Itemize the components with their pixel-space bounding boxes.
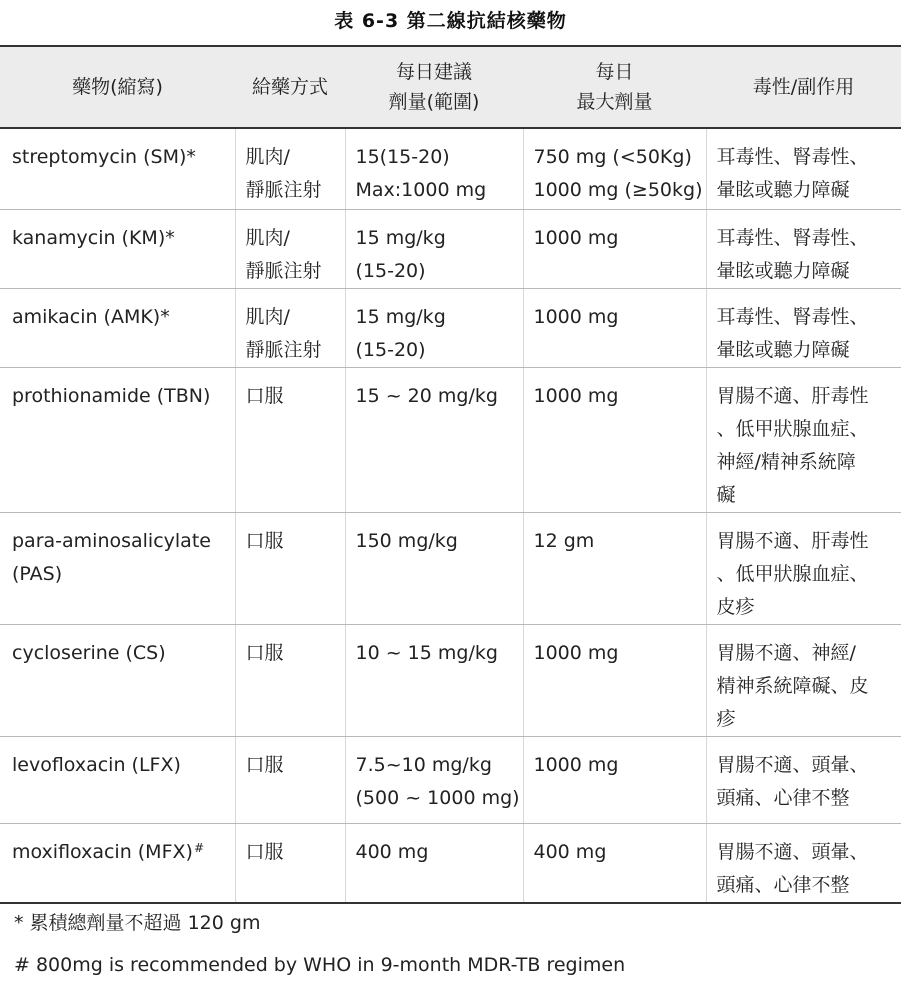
cell-daily-dose-line: (15-20) — [356, 334, 523, 367]
footnotes — [14, 902, 625, 986]
drug-name: cycloserine (CS) — [12, 642, 166, 664]
drug-name: amikacin (AMK)* — [12, 306, 170, 328]
cell-daily-dose-line: 15 mg/kg — [356, 222, 523, 255]
cell-toxicity-line: 耳毒性、腎毒性、 — [717, 301, 901, 334]
cell-toxicity — [706, 736, 901, 823]
cell-toxicity-line: 神經/精神系統障 — [717, 446, 901, 479]
cell-max-dose-line: 1000 mg — [534, 637, 706, 670]
cell-daily-dose-line: 150 mg/kg — [356, 525, 523, 558]
cell-daily-dose-line: 400 mg — [356, 836, 523, 869]
table-row — [0, 209, 901, 288]
cell-route-line: 口服 — [246, 525, 345, 558]
cell-max-dose-line: 1000 mg (≥50kg) — [534, 174, 706, 207]
drug-name: levofloxacin (LFX) — [12, 754, 181, 776]
cell-max-dose-line: 400 mg — [534, 836, 706, 869]
cell-daily-dose — [345, 823, 523, 903]
cell-route-line: 肌肉/ — [246, 141, 345, 174]
cell-daily-dose-line: 7.5~10 mg/kg — [356, 749, 523, 782]
cell-max-dose — [523, 367, 706, 512]
cell-route — [235, 128, 345, 209]
cell-drug — [0, 367, 235, 512]
cell-route-line: 肌肉/ — [246, 301, 345, 334]
cell-route-line: 肌肉/ — [246, 222, 345, 255]
cell-toxicity-line: 頭痛、心律不整 — [717, 869, 901, 902]
cell-max-dose-line: 1000 mg — [534, 380, 706, 413]
cell-daily-dose — [345, 288, 523, 367]
cell-route — [235, 736, 345, 823]
cell-toxicity — [706, 823, 901, 903]
cell-daily-dose-line: (15-20) — [356, 255, 523, 288]
cell-max-dose — [523, 288, 706, 367]
cell-toxicity-line: 胃腸不適、頭暈、 — [717, 836, 901, 869]
cell-toxicity-line: 、低甲狀腺血症、 — [717, 413, 901, 446]
cell-drug — [0, 823, 235, 903]
cell-toxicity — [706, 128, 901, 209]
cell-route-line: 靜脈注射 — [246, 174, 345, 207]
cell-max-dose-line: 1000 mg — [534, 749, 706, 782]
cell-daily-dose-line: 15(15-20) — [356, 141, 523, 174]
header-max-dose-line: 每日 — [523, 57, 706, 87]
cell-toxicity-line: 胃腸不適、頭暈、 — [717, 749, 901, 782]
cell-daily-dose-line: 15 mg/kg — [356, 301, 523, 334]
table-row — [0, 823, 901, 903]
cell-toxicity-line: 精神系統障礙、皮 — [717, 670, 901, 703]
table-row — [0, 512, 901, 624]
cell-daily-dose-line: 15 ~ 20 mg/kg — [356, 380, 523, 413]
header-drug: 藥物(縮寫) — [0, 46, 235, 128]
cell-toxicity — [706, 512, 901, 624]
cell-toxicity-line: 、低甲狀腺血症、 — [717, 558, 901, 591]
cell-route — [235, 367, 345, 512]
drug-name: prothionamide (TBN) — [12, 385, 210, 407]
cell-toxicity-line: 耳毒性、腎毒性、 — [717, 222, 901, 255]
cell-drug — [0, 128, 235, 209]
cell-toxicity-line: 暈眩或聽力障礙 — [717, 255, 901, 288]
cell-max-dose-line: 750 mg (<50Kg) — [534, 141, 706, 174]
cell-route — [235, 624, 345, 736]
header-max-dose-line: 最大劑量 — [523, 87, 706, 117]
drug-table — [0, 45, 901, 904]
cell-toxicity-line: 胃腸不適、肝毒性 — [717, 380, 901, 413]
drug-name: moxifloxacin (MFX) — [12, 841, 193, 863]
cell-toxicity — [706, 288, 901, 367]
cell-route — [235, 823, 345, 903]
cell-max-dose-line: 1000 mg — [534, 301, 706, 334]
cell-daily-dose — [345, 367, 523, 512]
cell-drug — [0, 624, 235, 736]
header-daily-dose-line: 劑量(範圍) — [345, 87, 523, 117]
cell-toxicity-line: 礙 — [717, 479, 901, 512]
cell-toxicity-line: 暈眩或聽力障礙 — [717, 334, 901, 367]
table-row — [0, 624, 901, 736]
cell-max-dose — [523, 209, 706, 288]
cell-route-line: 口服 — [246, 836, 345, 869]
cell-toxicity — [706, 209, 901, 288]
cell-toxicity-line: 暈眩或聽力障礙 — [717, 174, 901, 207]
cell-max-dose — [523, 823, 706, 903]
table-row — [0, 367, 901, 512]
header-daily-dose-line: 每日建議 — [345, 57, 523, 87]
cell-daily-dose — [345, 128, 523, 209]
cell-daily-dose — [345, 736, 523, 823]
footnote-hash: # 800mg is recommended by WHO in 9-month MDR-TB regimen — [14, 944, 625, 986]
cell-daily-dose — [345, 624, 523, 736]
cell-daily-dose — [345, 209, 523, 288]
cell-drug — [0, 512, 235, 624]
cell-daily-dose — [345, 512, 523, 624]
cell-route-line: 口服 — [246, 749, 345, 782]
cell-route — [235, 209, 345, 288]
cell-daily-dose-line: 10 ~ 15 mg/kg — [356, 637, 523, 670]
cell-max-dose — [523, 512, 706, 624]
cell-toxicity-line: 頭痛、心律不整 — [717, 782, 901, 815]
cell-toxicity-line: 皮疹 — [717, 591, 901, 624]
cell-drug — [0, 209, 235, 288]
cell-max-dose — [523, 736, 706, 823]
cell-route — [235, 512, 345, 624]
header-daily-dose — [345, 46, 523, 128]
drug-line: para-aminosalicylate — [12, 525, 235, 558]
cell-toxicity — [706, 367, 901, 512]
cell-route-line: 靜脈注射 — [246, 334, 345, 367]
drug-name: kanamycin (KM)* — [12, 227, 175, 249]
table-title: 表 6-3 第二線抗結核藥物 — [0, 6, 901, 33]
cell-toxicity-line: 胃腸不適、肝毒性 — [717, 525, 901, 558]
drug-name: streptomycin (SM)* — [12, 146, 196, 168]
cell-max-dose-line: 1000 mg — [534, 222, 706, 255]
cell-drug — [0, 288, 235, 367]
drug-line: (PAS) — [12, 558, 235, 591]
cell-toxicity-line: 胃腸不適、神經/ — [717, 637, 901, 670]
cell-daily-dose-line: Max:1000 mg — [356, 174, 523, 207]
header-max-dose — [523, 46, 706, 128]
footnote-mark: # — [194, 841, 204, 855]
footnote-asterisk: * 累積總劑量不超過 120 gm — [14, 902, 625, 944]
cell-route — [235, 288, 345, 367]
cell-toxicity-line: 疹 — [717, 703, 901, 736]
table-row — [0, 736, 901, 823]
cell-route-line: 口服 — [246, 637, 345, 670]
header-route: 給藥方式 — [235, 46, 345, 128]
header-toxicity: 毒性/副作用 — [706, 46, 901, 128]
cell-max-dose — [523, 624, 706, 736]
table-row — [0, 128, 901, 209]
cell-route-line: 口服 — [246, 380, 345, 413]
cell-toxicity-line: 耳毒性、腎毒性、 — [717, 141, 901, 174]
cell-toxicity — [706, 624, 901, 736]
header-row — [0, 46, 901, 128]
cell-daily-dose-line: (500 ~ 1000 mg) — [356, 782, 523, 815]
cell-route-line: 靜脈注射 — [246, 255, 345, 288]
cell-drug — [0, 736, 235, 823]
cell-max-dose — [523, 128, 706, 209]
cell-max-dose-line: 12 gm — [534, 525, 706, 558]
table-row — [0, 288, 901, 367]
